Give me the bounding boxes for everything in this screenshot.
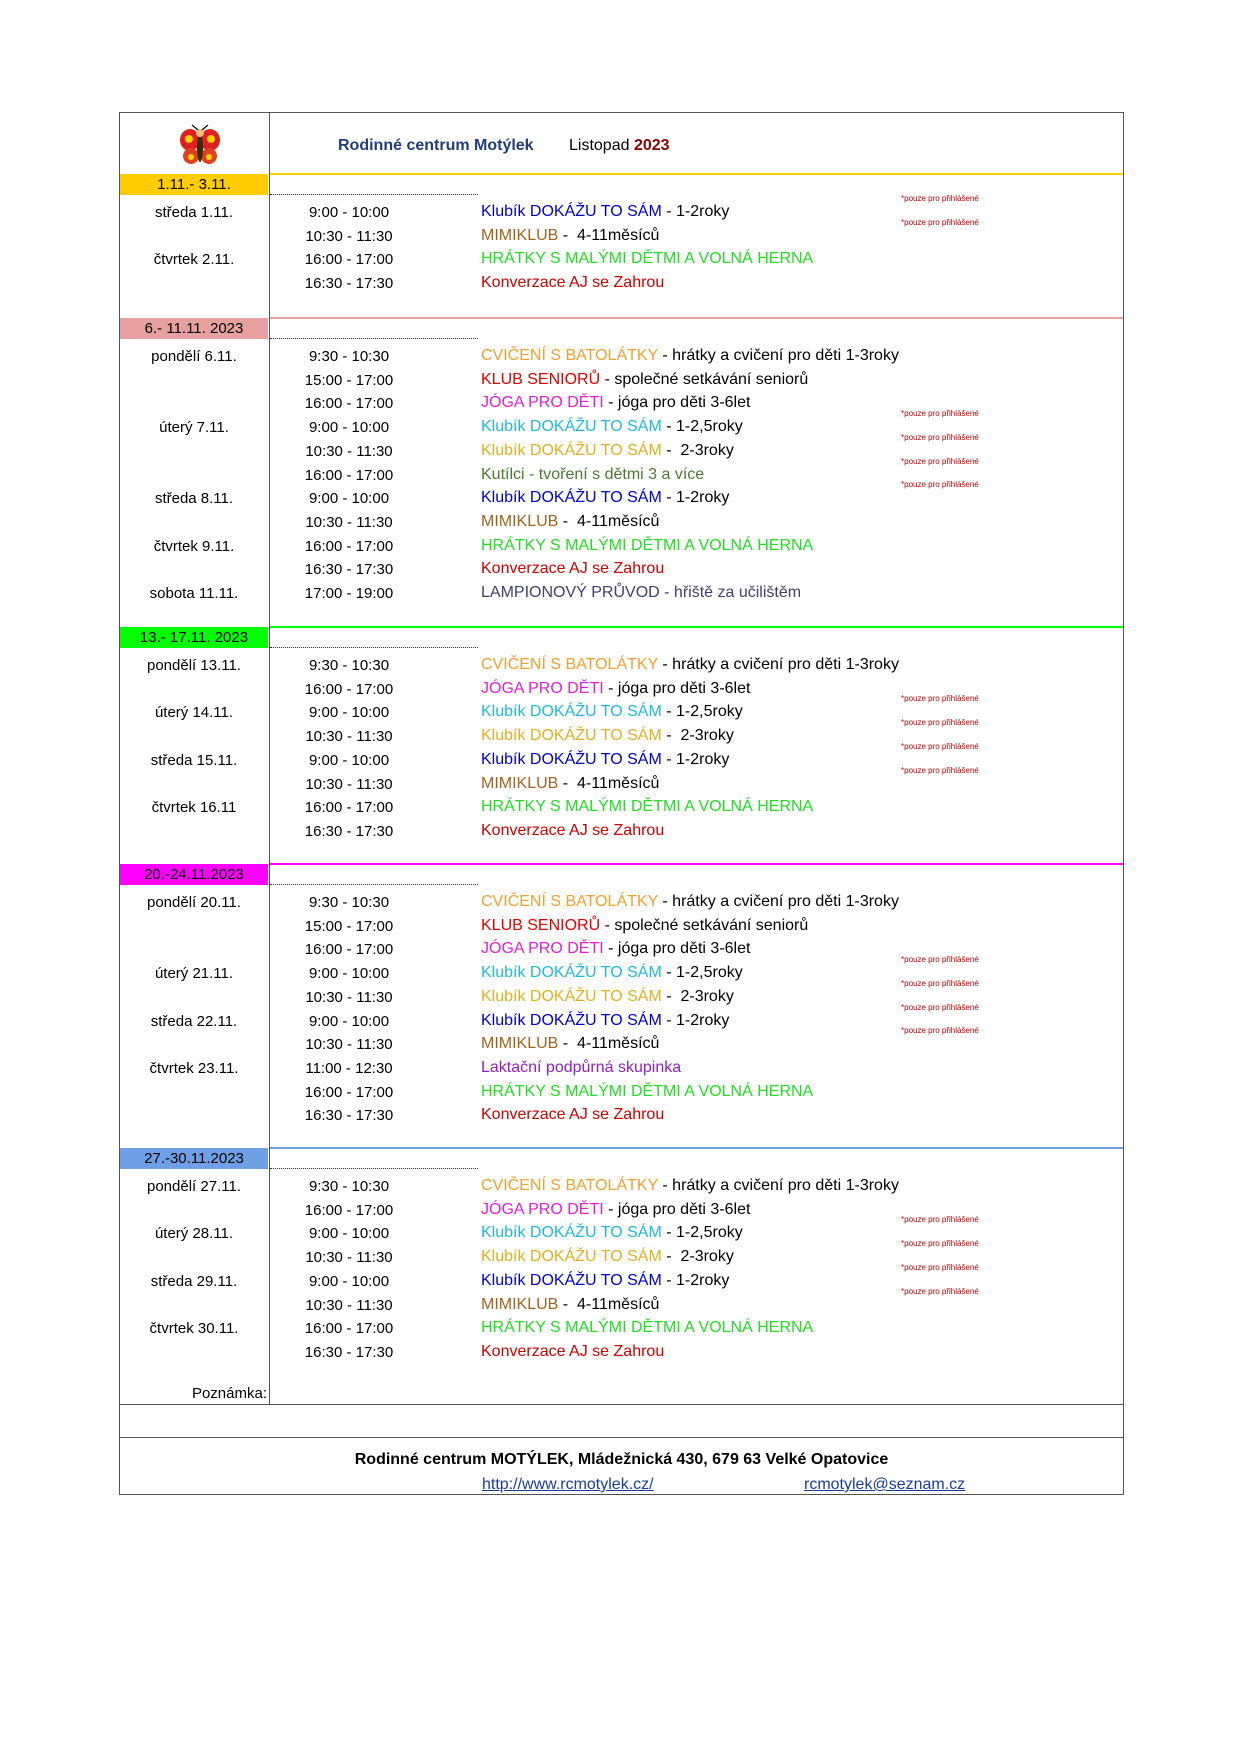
event-detail: - 1-2roky — [661, 750, 730, 768]
event-detail: - společné setkávání seniorů — [600, 370, 809, 388]
registration-note: *pouze pro přihlášené — [901, 456, 979, 466]
event-detail: - 1-2roky — [661, 489, 730, 507]
dotted-rule — [270, 338, 478, 339]
event-detail: - jóga pro děti 3-6let — [603, 679, 751, 697]
event — [481, 1272, 729, 1290]
divider — [119, 1404, 1124, 1405]
time-slot: 9:00 - 10:00 — [308, 490, 390, 508]
event-detail: - 1-2roky — [661, 1011, 730, 1029]
time-slot: 9:30 - 10:30 — [308, 894, 390, 911]
time-slot: 9:00 - 10:00 — [308, 1012, 390, 1030]
dotted-rule — [270, 647, 478, 648]
time-slot: 10:30 - 11:30 — [305, 775, 393, 793]
registration-note: *pouze pro přihlášené — [901, 741, 979, 751]
time-slot: 16:00 - 17:00 — [304, 1083, 394, 1101]
event — [481, 940, 750, 958]
time-slot: 16:00 - 17:00 — [304, 1320, 394, 1338]
event-name: HRÁTKY S MALÝMI DĚTMI A VOLNÁ HERNA — [481, 536, 814, 554]
butterfly-logo-icon — [178, 124, 222, 168]
footer-address: Rodinné centrum MOTÝLEK, Mládežnická 430, 679 63 Velké Opatovice — [354, 1451, 889, 1468]
event-name: Klubík DOKÁŽU TO SÁM — [481, 489, 662, 507]
week-divider — [270, 317, 1123, 319]
day-label: úterý 14.11. — [154, 704, 234, 722]
week-label: 20.-24.11.2023 — [120, 864, 268, 885]
day-label: úterý 21.11. — [154, 965, 234, 983]
event — [481, 964, 743, 982]
time-slot: 10:30 - 11:30 — [305, 1249, 393, 1267]
registration-note: *pouze pro přihlášené — [901, 955, 979, 965]
day-label: pondělí 6.11. — [151, 348, 237, 365]
event — [481, 466, 704, 484]
event-name: Klubík DOKÁŽU TO SÁM — [481, 441, 662, 459]
time-slot: 15:00 - 17:00 — [304, 917, 394, 935]
time-slot: 16:00 - 17:00 — [304, 251, 394, 269]
event — [481, 917, 808, 935]
week-label: 27.-30.11.2023 — [120, 1148, 268, 1169]
event — [481, 203, 729, 221]
day-label: středa 22.11. — [150, 1012, 238, 1030]
time-slot: 16:00 - 17:00 — [304, 799, 394, 817]
time-slot: 10:30 - 11:30 — [305, 988, 393, 1006]
event — [481, 1035, 659, 1053]
event — [481, 822, 664, 840]
event-detail: - hrátky a cvičení pro děti 1-3roky — [657, 1177, 899, 1194]
event-name: HRÁTKY S MALÝMI DĚTMI A VOLNÁ HERNA — [481, 798, 814, 816]
time-slot: 15:00 - 17:00 — [304, 371, 394, 389]
event-name: JÓGA PRO DĚTI — [481, 679, 604, 697]
registration-note: *pouze pro přihlášené — [901, 194, 979, 203]
event-detail: - jóga pro děti 3-6let — [603, 940, 751, 958]
time-slot: 16:00 - 17:00 — [304, 1201, 394, 1219]
year-label: 2023 — [633, 137, 670, 154]
time-slot: 10:30 - 11:30 — [305, 728, 393, 746]
event-name: KLUB SENIORŮ — [481, 370, 601, 388]
event-detail: - 1-2,5roky — [661, 1224, 743, 1242]
event-name: HRÁTKY S MALÝMI DĚTMI A VOLNÁ HERNA — [481, 1319, 814, 1337]
event — [481, 656, 899, 674]
registration-note: *pouze pro přihlášené — [901, 1286, 979, 1296]
event-name: MIMIKLUB — [481, 774, 559, 792]
event-detail: - 1-2,5roky — [661, 964, 743, 982]
event — [481, 537, 813, 555]
event — [481, 988, 734, 1006]
registration-note: *pouze pro přihlášené — [901, 217, 979, 227]
time-slot: 10:30 - 11:30 — [305, 1296, 393, 1314]
event — [481, 775, 659, 793]
event — [481, 1201, 750, 1219]
event-detail: - 2-3roky — [661, 727, 734, 745]
event-detail: - 1-2,5roky — [661, 418, 743, 436]
event-detail: - 4-11měsíců — [558, 1295, 660, 1313]
note-label: Poznámka: — [191, 1385, 267, 1402]
registration-note: *pouze pro přihlášené — [901, 432, 979, 442]
event-name: CVIČENÍ S BATOLÁTKY — [481, 1177, 658, 1194]
day-label: pondělí 27.11. — [147, 1178, 241, 1195]
event — [481, 371, 808, 389]
registration-note: *pouze pro přihlášené — [901, 694, 979, 704]
day-label: středa 29.11. — [150, 1272, 238, 1290]
event-name: Klubík DOKÁŽU TO SÁM — [481, 703, 662, 721]
day-label: středa 1.11. — [154, 204, 234, 221]
event-name: CVIČENÍ S BATOLÁTKY — [481, 347, 658, 364]
event — [481, 1224, 743, 1242]
event-detail: - 2-3roky — [661, 1248, 734, 1266]
event-name: Kutílci - tvoření s dětmi 3 a více — [481, 465, 705, 483]
event — [481, 1319, 813, 1337]
month-label — [569, 137, 670, 155]
registration-note: *pouze pro přihlášené — [901, 978, 979, 988]
event-detail: - jóga pro děti 3-6let — [603, 394, 751, 412]
registration-note: *pouze pro přihlášené — [901, 1262, 979, 1272]
event — [481, 250, 813, 268]
event-detail: - hrátky a cvičení pro děti 1-3roky — [657, 347, 899, 364]
time-slot: 16:30 - 17:30 — [304, 561, 394, 579]
day-label: čtvrtek 16.11 — [151, 799, 237, 817]
day-label: středa 15.11. — [150, 751, 238, 769]
event-detail: - 1-2roky — [661, 1271, 730, 1289]
week-divider — [270, 173, 1123, 175]
day-label: středa 8.11. — [154, 490, 234, 508]
time-slot: 9:30 - 10:30 — [308, 1178, 390, 1195]
divider — [119, 1437, 1124, 1438]
event-name: CVIČENÍ S BATOLÁTKY — [481, 656, 658, 673]
event — [481, 1296, 659, 1314]
event-name: Klubík DOKÁŽU TO SÁM — [481, 1011, 662, 1029]
event — [481, 680, 750, 698]
dotted-rule — [270, 194, 478, 195]
event-name: HRÁTKY S MALÝMI DĚTMI A VOLNÁ HERNA — [481, 1082, 814, 1100]
event — [481, 1177, 899, 1195]
time-slot: 16:30 - 17:30 — [304, 275, 394, 293]
event — [481, 751, 729, 769]
time-slot: 9:00 - 10:00 — [308, 1225, 390, 1243]
event — [481, 1248, 734, 1266]
time-slot: 10:30 - 11:30 — [305, 513, 393, 531]
event-detail: - společné setkávání seniorů — [600, 916, 809, 934]
time-slot: 11:00 - 12:30 — [305, 1059, 393, 1077]
time-slot: 9:30 - 10:30 — [308, 657, 390, 674]
event — [481, 1083, 813, 1101]
event-name: MIMIKLUB — [481, 1035, 559, 1053]
event-detail: - 4-11měsíců — [558, 774, 660, 792]
event — [481, 442, 734, 460]
time-slot: 16:00 - 17:00 — [304, 466, 394, 484]
day-label: čtvrtek 23.11. — [149, 1059, 239, 1077]
event — [481, 1106, 664, 1124]
time-slot: 16:00 - 17:00 — [304, 537, 394, 555]
event-detail: - jóga pro děti 3-6let — [603, 1200, 751, 1218]
event — [481, 274, 664, 292]
time-slot: 9:30 - 10:30 — [308, 348, 390, 365]
registration-note: *pouze pro přihlášené — [901, 718, 979, 728]
event-name: HRÁTKY S MALÝMI DĚTMI A VOLNÁ HERNA — [481, 250, 814, 268]
event-name: JÓGA PRO DĚTI — [481, 940, 604, 958]
time-slot: 16:30 - 17:30 — [304, 1107, 394, 1125]
event-name: JÓGA PRO DĚTI — [481, 394, 604, 412]
event — [481, 1059, 681, 1077]
event — [481, 1343, 664, 1361]
day-label: pondělí 20.11. — [147, 894, 241, 911]
event — [481, 227, 659, 245]
event-detail: - 1-2roky — [661, 203, 730, 220]
time-slot: 9:00 - 10:00 — [308, 419, 390, 437]
registration-note: *pouze pro přihlášené — [901, 480, 979, 490]
event-name: LAMPIONOVÝ PRŮVOD - hřiště za učilištěm — [481, 584, 802, 601]
event — [481, 584, 801, 602]
event-detail: - 4-11měsíců — [558, 512, 660, 530]
day-label: sobota 11.11. — [149, 585, 239, 602]
event-detail: - 2-3roky — [661, 987, 734, 1005]
time-slot: 16:30 - 17:30 — [304, 1343, 394, 1361]
event — [481, 703, 743, 721]
event-name: Konverzace AJ se Zahrou — [481, 1342, 665, 1360]
event-detail: - hrátky a cvičení pro děti 1-3roky — [657, 656, 899, 673]
time-slot: 10:30 - 11:30 — [305, 227, 393, 245]
event-name: KLUB SENIORŮ — [481, 916, 601, 934]
event-detail: - 4-11měsíců — [558, 1035, 660, 1053]
event-name: Klubík DOKÁŽU TO SÁM — [481, 203, 662, 220]
time-slot: 16:30 - 17:30 — [304, 822, 394, 840]
time-slot: 16:00 - 17:00 — [304, 395, 394, 413]
week-divider — [270, 863, 1123, 865]
event-name: Klubík DOKÁŽU TO SÁM — [481, 727, 662, 745]
day-label: úterý 28.11. — [154, 1225, 234, 1243]
event — [481, 394, 750, 412]
week-divider — [270, 626, 1123, 628]
day-label: čtvrtek 2.11. — [153, 251, 235, 269]
event — [481, 727, 734, 745]
event — [481, 347, 899, 365]
event-name: Konverzace AJ se Zahrou — [481, 821, 665, 839]
event — [481, 560, 664, 578]
time-slot: 16:00 - 17:00 — [304, 941, 394, 959]
time-slot: 9:00 - 10:00 — [308, 965, 390, 983]
event-name: Konverzace AJ se Zahrou — [481, 274, 665, 292]
registration-note: *pouze pro přihlášené — [901, 1026, 979, 1036]
event — [481, 418, 743, 436]
event-name: Klubík DOKÁŽU TO SÁM — [481, 750, 662, 768]
time-slot: 10:30 - 11:30 — [305, 442, 393, 460]
event — [481, 893, 899, 911]
time-slot: 9:00 - 10:00 — [308, 1272, 390, 1290]
event-name: JÓGA PRO DĚTI — [481, 1200, 604, 1218]
day-label: čtvrtek 9.11. — [153, 537, 235, 555]
time-slot: 10:30 - 11:30 — [305, 1036, 393, 1054]
week-label: 6.- 11.11. 2023 — [120, 318, 268, 339]
registration-note: *pouze pro přihlášené — [901, 765, 979, 775]
week-label: 1.11.- 3.11. — [120, 174, 268, 195]
event-name: Konverzace AJ se Zahrou — [481, 1106, 665, 1124]
time-slot: 9:00 - 10:00 — [308, 204, 390, 221]
event-name: MIMIKLUB — [481, 1295, 559, 1313]
event-name: Klubík DOKÁŽU TO SÁM — [481, 964, 662, 982]
event-name: CVIČENÍ S BATOLÁTKY — [481, 893, 658, 910]
event-name: Klubík DOKÁŽU TO SÁM — [481, 987, 662, 1005]
event-name: Klubík DOKÁŽU TO SÁM — [481, 1248, 662, 1266]
time-slot: 9:00 - 10:00 — [308, 751, 390, 769]
event-name: Konverzace AJ se Zahrou — [481, 560, 665, 578]
event-name: Laktační podpůrná skupinka — [481, 1058, 682, 1076]
page-title: Rodinné centrum Motýlek — [338, 137, 534, 154]
event-name: Klubík DOKÁŽU TO SÁM — [481, 418, 662, 436]
event-detail: - 2-3roky — [661, 441, 734, 459]
event-detail: - 1-2,5roky — [661, 703, 743, 721]
month-name: Listopad — [569, 137, 630, 154]
event-name: MIMIKLUB — [481, 512, 559, 530]
website-link[interactable]: http://www.rcmotylek.cz/ — [482, 1476, 654, 1493]
day-label: pondělí 13.11. — [147, 657, 241, 674]
registration-note: *pouze pro přihlášené — [901, 409, 979, 419]
time-slot: 16:00 - 17:00 — [304, 680, 394, 698]
day-label: úterý 7.11. — [159, 419, 229, 437]
event-name: MIMIKLUB — [481, 226, 559, 244]
event — [481, 513, 659, 531]
dotted-rule — [270, 884, 478, 885]
event-detail: - hrátky a cvičení pro děti 1-3roky — [657, 893, 899, 910]
time-slot: 9:00 - 10:00 — [308, 704, 390, 722]
week-divider — [270, 1147, 1123, 1149]
event — [481, 489, 729, 507]
event-name: Klubík DOKÁŽU TO SÁM — [481, 1271, 662, 1289]
registration-note: *pouze pro přihlášené — [901, 1215, 979, 1225]
event-name: Klubík DOKÁŽU TO SÁM — [481, 1224, 662, 1242]
registration-note: *pouze pro přihlášené — [901, 1002, 979, 1012]
event-detail: - 4-11měsíců — [558, 226, 660, 244]
event — [481, 1012, 729, 1030]
time-slot: 17:00 - 19:00 — [304, 585, 394, 602]
dotted-rule — [270, 1168, 478, 1169]
registration-note: *pouze pro přihlášené — [901, 1239, 979, 1249]
event — [481, 798, 813, 816]
week-label: 13.- 17.11. 2023 — [120, 627, 268, 648]
day-label: čtvrtek 30.11. — [149, 1320, 239, 1338]
email-link[interactable]: rcmotylek@seznam.cz — [804, 1476, 966, 1493]
